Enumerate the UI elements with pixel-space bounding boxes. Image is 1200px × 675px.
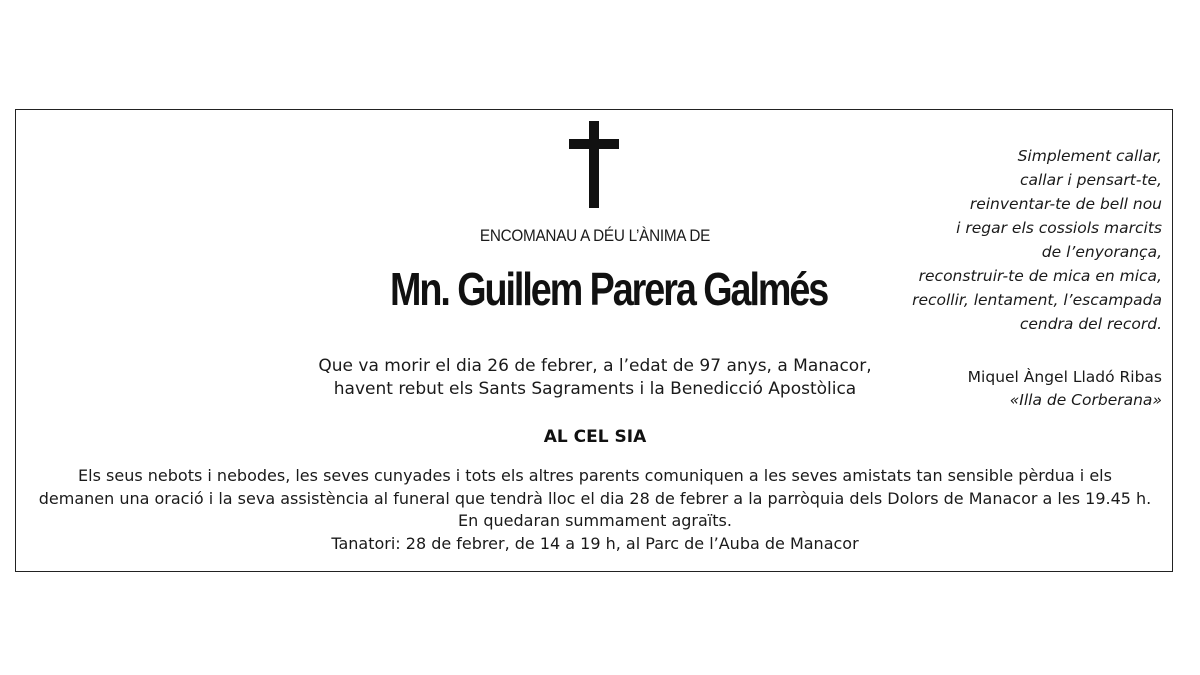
- poem-line: reconstruir-te de mica en mica,: [918, 267, 1162, 285]
- poem-work: «Illa de Corberana»: [1009, 391, 1162, 409]
- death-details-line: havent rebut els Sants Sagraments i la Benedicció Apostòlica: [333, 379, 857, 399]
- poem-line: Simplement callar,: [1017, 147, 1162, 165]
- deceased-name: Mn. Guillem Parera Galmés: [390, 263, 828, 315]
- poem-line: de l’enyorança,: [1041, 243, 1162, 261]
- cross-icon: [569, 121, 619, 208]
- notice-body-line: En quedaran summament agraïts.: [458, 511, 732, 530]
- poem-line: callar i pensart-te,: [1019, 171, 1162, 189]
- notice-intro: ENCOMANAU A DÉU L’ÀNIMA DE: [479, 226, 711, 245]
- notice-body-line: Els seus nebots i nebodes, les seves cunyades i tots els altres parents comuniquen a les seves amistats tan sensible pèrdua i els: [78, 466, 1112, 485]
- poem-author: Miquel Àngel Lladó Ribas: [967, 368, 1162, 386]
- poem-line: recollir, lentament, l’escampada: [912, 291, 1162, 309]
- poem-line: cendra del record.: [1019, 315, 1162, 333]
- death-details: [290, 355, 900, 401]
- farewell-heading: AL CEL SIA: [543, 427, 647, 447]
- death-details-line: Que va morir el dia 26 de febrer, a l’edat de 97 anys, a Manacor,: [318, 356, 872, 376]
- poem-attribution: [882, 366, 1162, 412]
- notice-body: [25, 465, 1165, 555]
- poem-line: reinventar-te de bell nou: [969, 195, 1162, 213]
- notice-body-line: demanen una oració i la seva assistència al funeral que tendrà lloc el dia 28 de febrer a la parròquia dels Dolors de Manacor a les 19.45 h.: [38, 488, 1152, 508]
- poem-line: i regar els cossiols marcits: [956, 219, 1162, 237]
- poem: [882, 144, 1162, 336]
- notice-body-line: Tanatori: 28 de febrer, de 14 a 19 h, al Parc de l’Auba de Manacor: [331, 533, 859, 553]
